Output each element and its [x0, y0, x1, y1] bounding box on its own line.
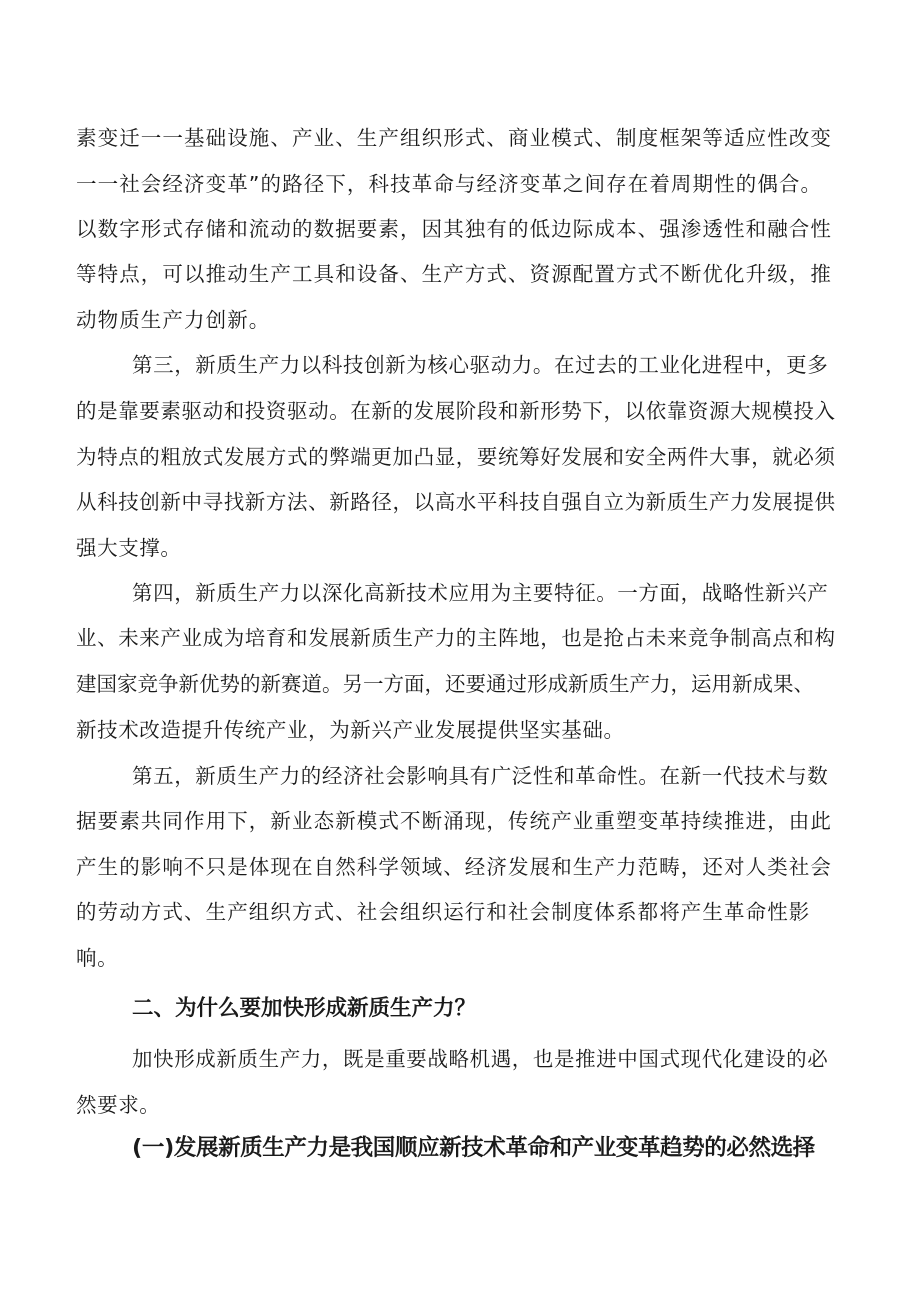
paragraph-line: 的劳动方式、生产组织方式、社会组织运行和社会制度体系都将产生革命性影 [76, 900, 811, 924]
paragraph-line: 新技术改造提升传统产业，为新兴产业发展提供坚实基础。 [76, 718, 625, 742]
paragraph-line: 素变迁一一基础设施、产业、生产组织形式、商业模式、制度框架等适应性改变 [76, 126, 832, 150]
paragraph-line: 的是靠要素驱动和投资驱动。在新的发展阶段和新形势下，以依靠资源大规模投入 [76, 399, 836, 423]
paragraph-line: 等特点，可以推动生产工具和设备、生产方式、资源配置方式不断优化升级，推 [76, 262, 832, 286]
paragraph-line: 第四，新质生产力以深化高新技术应用为主要特征。一方面，战略性新兴产 [132, 581, 829, 605]
paragraph-line: 以数字形式存储和流动的数据要素，因其独有的低边际成本、强渗透性和融合性 [76, 217, 832, 241]
subsection-heading: (一)发展新质生产力是我国顺应新技术革命和产业变革趋势的必然选择 [132, 1135, 815, 1161]
paragraph-line: 据要素共同作用下，新业态新模式不断涌现，传统产业重塑变革持续推进，由此 [76, 809, 832, 833]
paragraph-line: 业、未来产业成为培育和发展新质生产力的主阵地，也是抢占未来竞争制高点和构 [76, 626, 836, 650]
paragraph-line: 动物质生产力创新。 [76, 308, 271, 332]
paragraph-line: 响。 [76, 946, 119, 970]
paragraph-line: 为特点的粗放式发展方式的弊端更加凸显，要统筹好发展和安全两件大事，就必须 [76, 445, 836, 469]
paragraph-line: 强大支撑。 [76, 536, 182, 560]
paragraph-line: 产生的影响不只是体现在自然科学领域、经济发展和生产力范畴，还对人类社会 [76, 855, 832, 879]
paragraph-line: 第五，新质生产力的经济社会影响具有广泛性和革命性。在新一代技术与数 [132, 764, 829, 788]
paragraph-line: 然要求。 [76, 1093, 161, 1117]
section-heading: 二、为什么要加快形成新质生产力？ [132, 996, 477, 1021]
paragraph-line: 加快形成新质生产力，既是重要战略机遇，也是推进中国式现代化建设的必 [132, 1047, 829, 1071]
paragraph-line: 建国家竞争新优势的新赛道。另一方面，还要通过形成新质生产力，运用新成果、 [76, 672, 814, 696]
paragraph-line: 从科技创新中寻找新方法、新路径，以高水平科技自强自立为新质生产力发展提供 [76, 490, 836, 514]
paragraph-line: 一一社会经济变革”的路径下，科技革命与经济变革之间存在着周期性的偶合。 [76, 172, 823, 196]
paragraph-line: 第三，新质生产力以科技创新为核心驱动力。在过去的工业化进程中，更多 [132, 353, 829, 377]
